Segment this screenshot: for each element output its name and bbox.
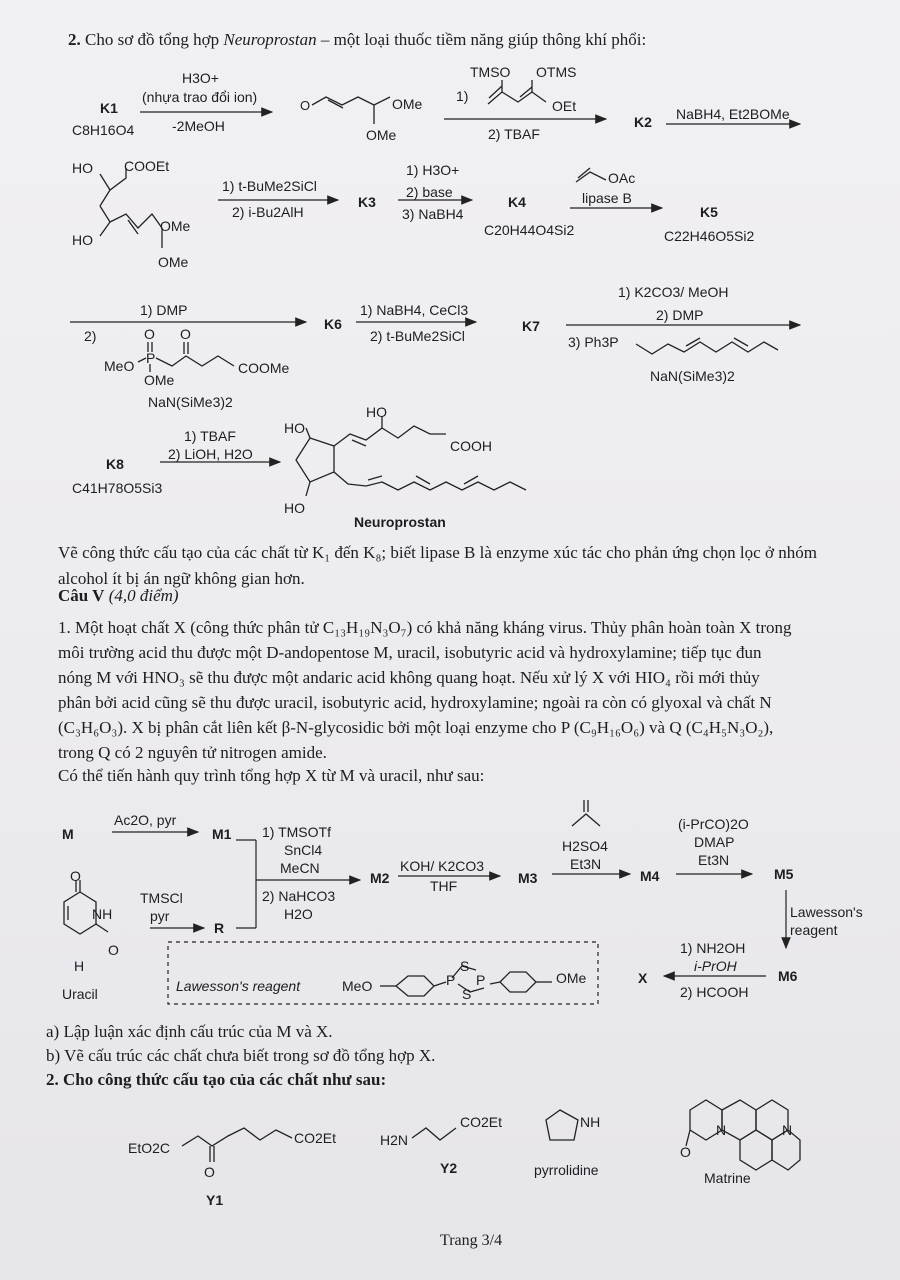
k5-formula: C22H46O5Si2 bbox=[664, 228, 755, 244]
acetone-structure bbox=[572, 800, 600, 826]
int-ome-2: OMe bbox=[366, 127, 397, 143]
phosphonate-ome: OMe bbox=[144, 372, 175, 388]
ho-top: HO bbox=[72, 160, 93, 176]
m2-label: M2 bbox=[370, 870, 390, 886]
y2-structure bbox=[412, 1128, 456, 1140]
r1-acid: H3O+ bbox=[182, 70, 219, 86]
lawesson-label: Lawesson's reagent bbox=[176, 978, 301, 994]
r2-oet: OEt bbox=[552, 98, 577, 114]
uracil-h: H bbox=[74, 958, 85, 974]
p1-line: 1. Một hoạt chất X (công thức phân tử C₁₃H₁₉N₃O₇) có khả năng kháng virus. Thủy phân hoàn toàn X trong bbox=[58, 618, 792, 637]
r8-base: NaN(SiMe3)2 bbox=[650, 368, 735, 384]
m3-label: M3 bbox=[518, 870, 538, 886]
y1-o: O bbox=[204, 1164, 215, 1180]
k4-formula: C20H44O4Si2 bbox=[484, 222, 575, 238]
p1-line: nóng M với HNO₃ sẽ thu được một andaric acid không quang hoạt. Nếu xử lý X với HIO₄ rồi mới thủy bbox=[58, 668, 760, 687]
r8-step2: 2) DMP bbox=[656, 307, 704, 323]
r2-step1: 1) bbox=[456, 88, 469, 104]
nh2oh: 1) NH2OH bbox=[680, 940, 746, 956]
tmscl: TMSCl bbox=[140, 890, 183, 906]
pyr: pyr bbox=[150, 908, 170, 924]
lr-s2: S bbox=[462, 986, 472, 1002]
np-ho-chain: HO bbox=[366, 404, 387, 420]
r8-step3: 3) Ph3P bbox=[568, 334, 619, 350]
cau5-label: Câu V bbox=[58, 586, 105, 605]
pyrrolidine-structure bbox=[546, 1110, 578, 1140]
k8-label: K8 bbox=[106, 456, 124, 472]
p1-line: trong Q có 2 nguyên tử nitrogen amide. bbox=[58, 743, 327, 762]
question-b: b) Vẽ cấu trúc các chất chưa biết trong sơ đồ tổng hợp X. bbox=[46, 1046, 436, 1065]
r2-tmso: TMSO bbox=[470, 64, 511, 80]
k5-label: K5 bbox=[700, 204, 718, 220]
r6-step2: 2) bbox=[84, 328, 97, 344]
intermediate-structure bbox=[300, 97, 390, 124]
m-label: M bbox=[62, 826, 74, 842]
np-cooh: COOH bbox=[450, 438, 492, 454]
phosphonate-p: P bbox=[146, 350, 156, 366]
r1-byproduct: -2MeOH bbox=[172, 118, 225, 134]
matrine-n1: N bbox=[716, 1122, 727, 1138]
matrine-n2: N bbox=[782, 1122, 793, 1138]
k4-label: K4 bbox=[508, 194, 526, 210]
k1-label: K1 bbox=[100, 100, 118, 116]
y2-h2n: H2N bbox=[380, 1132, 409, 1148]
k6-label: K6 bbox=[324, 316, 342, 332]
r7-step2: 2) t-BuMe2SiCl bbox=[370, 328, 465, 344]
lr-ome: OMe bbox=[556, 970, 587, 986]
q2-heading bbox=[68, 30, 646, 50]
r1-resin: (nhựa trao đổi ion) bbox=[142, 89, 258, 105]
pyrrolidine-name: pyrrolidine bbox=[534, 1162, 599, 1178]
c-nahco3: 2) NaHCO3 bbox=[262, 888, 336, 904]
q2-heading-text: Cho sơ đồ tổng hợp bbox=[80, 30, 224, 49]
phosphonate-o2: O bbox=[180, 326, 191, 342]
c-h2o: H2O bbox=[284, 906, 313, 922]
k7-label: K7 bbox=[522, 318, 540, 334]
ipr-anhydride: (i-PrCO)2O bbox=[678, 816, 749, 832]
et3n: Et3N bbox=[570, 856, 602, 872]
ylide-chain-structure bbox=[636, 338, 778, 354]
vinyl-acetate-structure bbox=[576, 168, 606, 182]
k8-formula: C41H78O5Si3 bbox=[72, 480, 163, 496]
ome-2: OMe bbox=[158, 254, 189, 270]
ac2o: Ac2O, pyr bbox=[114, 812, 177, 828]
k2-label: K2 bbox=[634, 114, 652, 130]
lawesson-b: reagent bbox=[790, 922, 838, 938]
r6-step1: 1) DMP bbox=[140, 302, 188, 318]
r5-step3: 3) NaBH4 bbox=[402, 206, 464, 222]
r5-step1: 1) H3O+ bbox=[406, 162, 460, 178]
m6-label: M6 bbox=[778, 968, 798, 984]
uracil-o-top: O bbox=[70, 868, 81, 884]
silyl-diene-structure bbox=[488, 80, 546, 104]
matrine-o: O bbox=[680, 1144, 691, 1160]
int-ome: OMe bbox=[392, 96, 423, 112]
hcooh: 2) HCOOH bbox=[680, 984, 749, 1000]
r2-otms: OTMS bbox=[536, 64, 577, 80]
cau5-points: (4,0 điểm) bbox=[108, 586, 179, 605]
r9-step1: 1) TBAF bbox=[184, 428, 236, 444]
pyrrolidine-nh: NH bbox=[580, 1114, 601, 1130]
lr-s1: S bbox=[460, 958, 470, 974]
c-tmsotf: 1) TMSOTf bbox=[262, 824, 331, 840]
page-number: Trang 3/4 bbox=[440, 1232, 503, 1249]
k3-label: K3 bbox=[358, 194, 376, 210]
oac: OAc bbox=[608, 170, 636, 186]
x-label: X bbox=[638, 970, 648, 986]
koh: KOH/ K2CO3 bbox=[400, 858, 485, 874]
np-ho-ring: HO bbox=[284, 420, 305, 436]
lr-meo: MeO bbox=[342, 978, 373, 994]
m1-label: M1 bbox=[212, 826, 232, 842]
p1-line: môi trường acid thu được một D-andopentose M, uracil, isobutyric acid và hydroxylamine; tiếp tục đun bbox=[58, 643, 762, 662]
y1-co2et: CO2Et bbox=[294, 1130, 337, 1146]
y1-structure bbox=[182, 1128, 292, 1162]
q2-heading-rest: – một loại thuốc tiềm năng giúp thông khí phổi: bbox=[316, 30, 647, 49]
k1-formula: C8H16O4 bbox=[72, 122, 135, 138]
et3n-2: Et3N bbox=[698, 852, 730, 868]
uracil-nh: NH bbox=[92, 906, 113, 922]
q2-heading-drug: Neuroprostan bbox=[223, 30, 317, 49]
p1-line: (C₃H₆O₃). X bị phân cắt liên kết β-N-glycosidic bởi một loại enzyme cho P (C₉H₁₆O₆) và Q (C₄H₅N₃O₂), bbox=[58, 718, 774, 737]
lr-p1: P bbox=[446, 972, 456, 988]
c-mecn: MeCN bbox=[280, 860, 320, 876]
lawesson-a: Lawesson's bbox=[790, 904, 863, 920]
r4-step2: 2) i-Bu2AlH bbox=[232, 204, 304, 220]
y2-label: Y2 bbox=[440, 1160, 458, 1176]
r-label: R bbox=[214, 920, 225, 936]
phosphonate-meo: MeO bbox=[104, 358, 135, 374]
ome-1: OMe bbox=[160, 218, 191, 234]
r3-reagent: NaBH4, Et2BOMe bbox=[676, 106, 790, 122]
p1-line: phân bởi acid cũng sẽ thu được uracil, isobutyric acid, hydroxylamine; ngoài ra còn có glyoxal và chất N bbox=[58, 693, 772, 712]
dmap: DMAP bbox=[694, 834, 735, 850]
np-ho-bottom: HO bbox=[284, 500, 305, 516]
question-2: 2. Cho công thức cấu tạo của các chất như sau: bbox=[46, 1070, 387, 1089]
lipase-label: lipase B bbox=[582, 190, 632, 206]
diol-ester-structure bbox=[100, 168, 162, 248]
r7-step1: 1) NaBH4, CeCl3 bbox=[360, 302, 469, 318]
y1-eto2c: EtO2C bbox=[128, 1140, 171, 1156]
phosphonate-o1: O bbox=[144, 326, 155, 342]
r5-step2: 2) base bbox=[406, 184, 453, 200]
uracil-name: Uracil bbox=[62, 986, 98, 1002]
y2-co2et: CO2Et bbox=[460, 1114, 503, 1130]
q2-number: 2. bbox=[68, 30, 81, 49]
cau5-heading bbox=[58, 586, 179, 606]
svg-text:O: O bbox=[300, 98, 311, 113]
r4-step1: 1) t-BuMe2SiCl bbox=[222, 178, 317, 194]
lr-p2: P bbox=[476, 972, 486, 988]
r8-step1: 1) K2CO3/ MeOH bbox=[618, 284, 729, 300]
neuroprostan-name: Neuroprostan bbox=[354, 514, 446, 530]
thf: THF bbox=[430, 878, 458, 894]
p1-line: Có thể tiến hành quy trình tổng hợp X từ M và uracil, như sau: bbox=[58, 766, 485, 785]
uracil-o-right: O bbox=[108, 942, 119, 958]
iproh: i-PrOH bbox=[694, 958, 737, 974]
question-a: a) Lập luận xác định cấu trúc của M và X. bbox=[46, 1022, 333, 1041]
m4-label: M4 bbox=[640, 868, 660, 884]
coome: COOMe bbox=[238, 360, 290, 376]
matrine-name: Matrine bbox=[704, 1170, 751, 1186]
r9-step2: 2) LiOH, H2O bbox=[168, 446, 253, 462]
q2-task: Vẽ công thức cấu tạo của các chất từ K₁ đến K₈; biết lipase B là enzyme xúc tác cho phản ứng chọn lọc ở nhóm alcohol ít bị án ngữ không gian hơn. bbox=[58, 543, 817, 588]
ho-bottom: HO bbox=[72, 232, 93, 248]
c-sncl4: SnCl4 bbox=[284, 842, 323, 858]
y1-label: Y1 bbox=[206, 1192, 224, 1208]
neuroprostan-structure bbox=[296, 416, 526, 496]
cooet: COOEt bbox=[124, 158, 170, 174]
r2-step2: 2) TBAF bbox=[488, 126, 540, 142]
m5-label: M5 bbox=[774, 866, 794, 882]
h2so4: H2SO4 bbox=[562, 838, 608, 854]
r6-base: NaN(SiMe3)2 bbox=[148, 394, 233, 410]
lawesson-box bbox=[168, 942, 598, 1004]
